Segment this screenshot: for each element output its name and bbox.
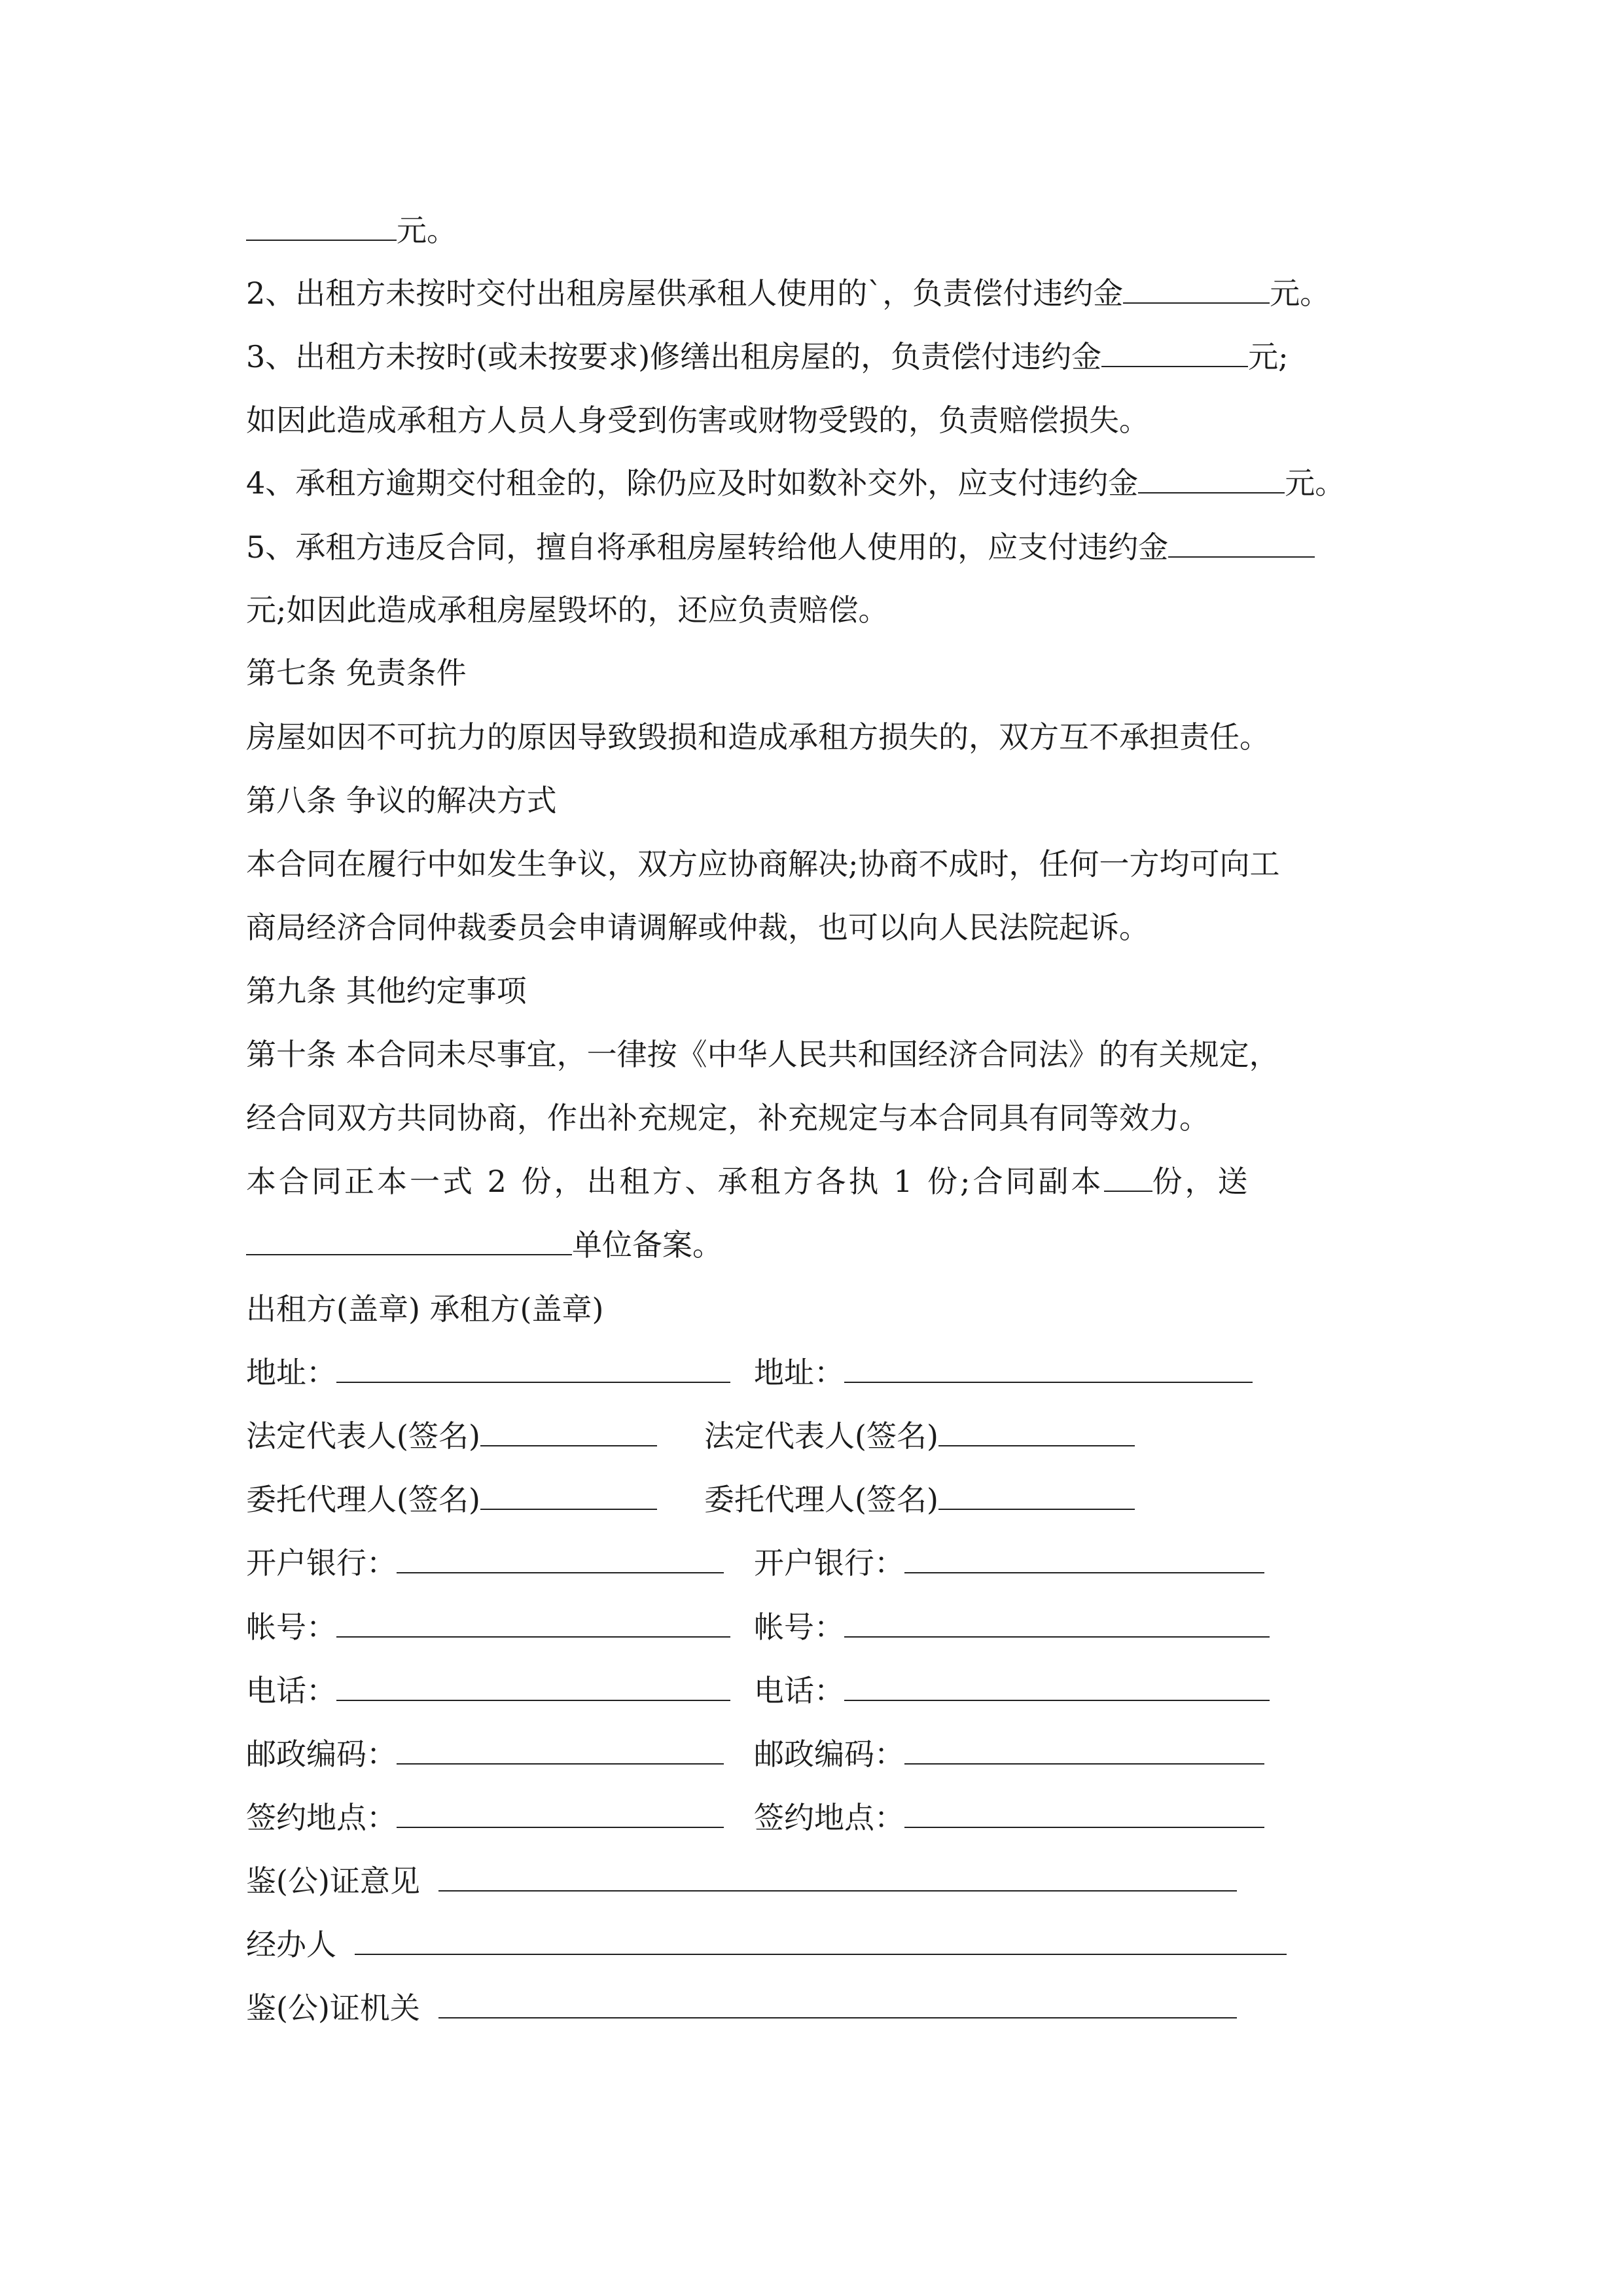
lessee-account-blank[interactable] — [844, 1610, 1270, 1638]
copies-text: 本合同正本一式 2 份，出租方、承租方各执 1 份;合同副本 — [246, 1164, 1104, 1199]
field-label: 法定代表人(签名) — [246, 1418, 480, 1454]
clause-text: 4、承租方逾期交付租金的，除仍应及时如数补交外，应支付违约金 — [246, 465, 1139, 501]
copies-text: 单位备案。 — [572, 1227, 722, 1263]
clause-text: 5、承租方违反合同，擅自将承租房屋转给他人使用的，应支付违约金 — [246, 529, 1169, 565]
lessee-signing-place-blank[interactable] — [904, 1801, 1264, 1828]
clause-line-7: 元;如因此造成承租房屋毁坏的，还应负责赔偿。 — [246, 592, 889, 628]
clause-line-2 — [246, 274, 1330, 313]
field-label: 鉴(公)证机关 — [246, 1990, 420, 2026]
clause-line-4: 如因此造成承租方人员人身受到伤害或财物受毁的，负责赔偿损失。 — [246, 403, 1149, 438]
copies-count-blank[interactable] — [1104, 1164, 1152, 1192]
field-label: 开户银行： — [754, 1545, 904, 1581]
lessee-address-field — [754, 1353, 1253, 1392]
lessor-legal-rep-field — [246, 1416, 657, 1456]
lessee-bank-field — [754, 1543, 1264, 1583]
amount-blank[interactable] — [1101, 340, 1248, 367]
lessor-phone-blank[interactable] — [336, 1674, 730, 1701]
handler-blank[interactable] — [355, 1928, 1287, 1955]
lessor-address-blank[interactable] — [336, 1355, 730, 1383]
article-8-heading: 第八条 争议的解决方式 — [246, 783, 557, 818]
lessor-address-field — [246, 1353, 730, 1392]
field-label: 地址： — [754, 1355, 844, 1390]
article-10-body-2: 经合同双方共同协商，作出补充规定，补充规定与本合同具有同等效力。 — [246, 1100, 1209, 1136]
amount-blank[interactable] — [246, 213, 397, 241]
field-label: 帐号： — [246, 1609, 336, 1645]
lessee-phone-blank[interactable] — [844, 1674, 1270, 1701]
copies-line-2 — [246, 1225, 722, 1265]
clause-text: 元。 — [1270, 276, 1330, 311]
clause-line-1 — [246, 211, 457, 250]
lessee-legal-rep-field — [704, 1416, 1135, 1456]
lessee-address-blank[interactable] — [844, 1355, 1253, 1383]
field-label: 鉴(公)证意见 — [246, 1863, 420, 1899]
article-9-heading: 第九条 其他约定事项 — [246, 973, 527, 1009]
field-label: 委托代理人(签名) — [704, 1482, 938, 1517]
lessor-legal-rep-blank[interactable] — [480, 1419, 657, 1446]
copies-line-1 — [246, 1162, 1251, 1201]
notary-opinion-blank[interactable] — [438, 1864, 1237, 1892]
handler-field — [246, 1925, 1287, 1964]
notary-authority-blank[interactable] — [438, 1991, 1237, 2018]
lessor-agent-field — [246, 1480, 657, 1519]
amount-blank[interactable] — [1168, 530, 1315, 558]
lessor-signing-place-blank[interactable] — [397, 1801, 724, 1828]
field-label: 帐号： — [754, 1609, 844, 1645]
field-label: 电话： — [246, 1673, 336, 1708]
lessee-phone-field — [754, 1671, 1270, 1710]
clause-text: 元; — [1248, 339, 1289, 374]
clause-text: 元。 — [397, 213, 457, 248]
article-8-body-2: 商局经济合同仲裁委员会申请调解或仲裁，也可以向人民法院起诉。 — [246, 910, 1149, 945]
article-7-heading: 第七条 免责条件 — [246, 655, 467, 691]
clause-text: 2、出租方未按时交付出租房屋供承租人使用的`，负责偿付违约金 — [246, 276, 1124, 311]
field-label: 邮政编码： — [754, 1736, 904, 1772]
copies-text: 份，送 — [1152, 1164, 1251, 1199]
amount-blank[interactable] — [1123, 276, 1270, 304]
lessor-signing-place-field — [246, 1798, 724, 1837]
filing-unit-blank[interactable] — [246, 1228, 572, 1255]
article-10-body-1: 第十条 本合同未尽事宜，一律按《中华人民共和国经济合同法》的有关规定， — [246, 1037, 1279, 1072]
lessor-phone-field — [246, 1671, 730, 1710]
amount-blank[interactable] — [1138, 466, 1285, 493]
lessor-bank-field — [246, 1543, 724, 1583]
lessor-account-field — [246, 1607, 730, 1647]
clause-text: 元。 — [1285, 465, 1346, 501]
field-label: 签约地点： — [754, 1800, 904, 1835]
lessor-bank-blank[interactable] — [397, 1546, 724, 1573]
article-8-body-1: 本合同在履行中如发生争议，双方应协商解决;协商不成时，任何一方均可向工 — [246, 846, 1280, 882]
clause-text: 3、出租方未按时(或未按要求)修缮出租房屋的，负责偿付违约金 — [246, 339, 1102, 374]
field-label: 法定代表人(签名) — [704, 1418, 938, 1454]
field-label: 委托代理人(签名) — [246, 1482, 480, 1517]
lessee-agent-field — [704, 1480, 1135, 1519]
notary-opinion-field — [246, 1861, 1237, 1901]
field-label: 地址： — [246, 1355, 336, 1390]
lessee-agent-blank[interactable] — [938, 1482, 1135, 1510]
lessor-account-blank[interactable] — [336, 1610, 730, 1638]
clause-line-3 — [246, 337, 1289, 376]
article-7-body: 房屋如因不可抗力的原因导致毁损和造成承租方损失的，双方互不承担责任。 — [246, 719, 1270, 755]
notary-authority-field — [246, 1988, 1237, 2028]
lessor-postcode-field — [246, 1734, 724, 1774]
field-label: 签约地点： — [246, 1800, 397, 1835]
lessee-postcode-field — [754, 1734, 1264, 1774]
parties-seal-line: 出租方(盖章) 承租方(盖章) — [246, 1291, 604, 1327]
lessor-postcode-blank[interactable] — [397, 1737, 724, 1765]
lessee-bank-blank[interactable] — [904, 1546, 1264, 1573]
lessee-signing-place-field — [754, 1798, 1264, 1837]
field-label: 电话： — [754, 1673, 844, 1708]
field-label: 经办人 — [246, 1927, 336, 1962]
clause-line-5 — [246, 463, 1345, 503]
field-label: 邮政编码： — [246, 1736, 397, 1772]
lessor-agent-blank[interactable] — [480, 1482, 657, 1510]
field-label: 开户银行： — [246, 1545, 397, 1581]
lessee-legal-rep-blank[interactable] — [938, 1419, 1135, 1446]
lessee-postcode-blank[interactable] — [904, 1737, 1264, 1765]
clause-line-6 — [246, 528, 1315, 567]
lessee-account-field — [754, 1607, 1270, 1647]
